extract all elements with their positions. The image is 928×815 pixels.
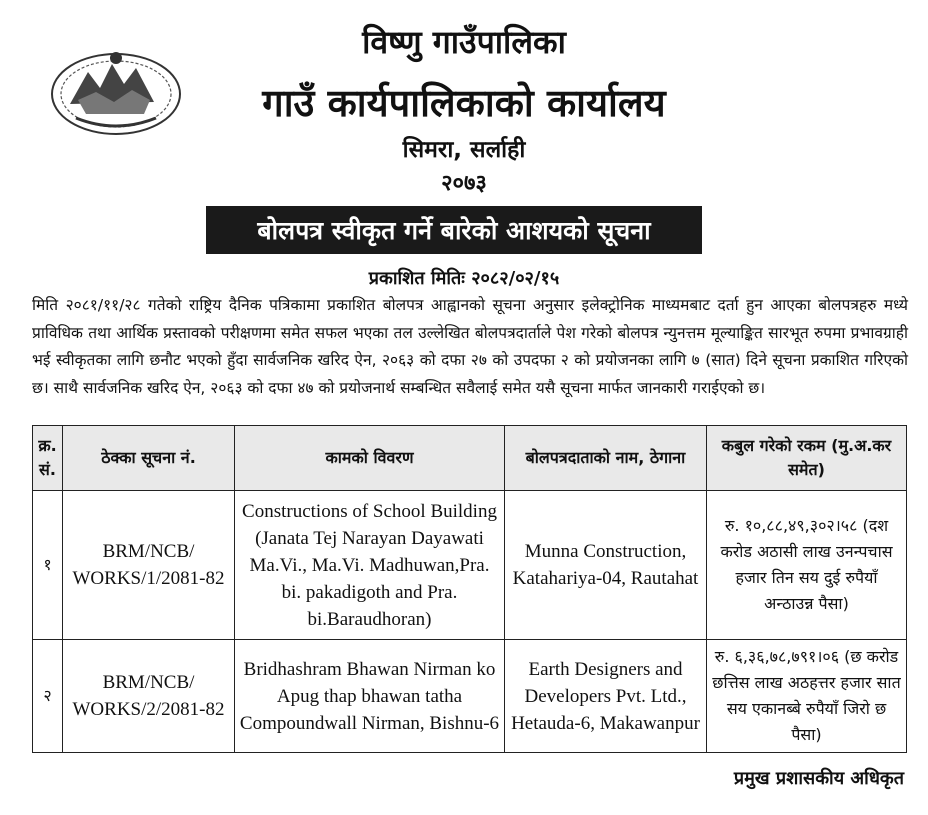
header-work-description: कामको विवरण: [235, 426, 505, 491]
notice-body-text: मिति २०८१/११/२८ गतेको राष्ट्रिय दैनिक पत्रिकामा प्रकाशित बोलपत्र आह्वानको सूचना अनुसार इलेक्ट्रोनिक माध्यमबाट दर्ता हुन आएका बोलपत्रहरु मध्ये प्राविधिक तथा आर्थिक प्रस्तावको परीक्षणमा समेत सफल भएका तल उल्लेखित बोलपत्रदार्ताले पेश गरेको बोलपत्र न्युनत्तम मूल्याङ्कित सारभूत रुपमा प्रभावग्राही भई स्वीकृतका लागि छनौट भएको हुँदा सार्वजनिक खरिद ऐन, २०६३ को दफा २७ को उपदफा २ को प्रयोजनका लागि ७ (सात) दिने सूचना प्रकाशित गरिएको छ। साथै सार्वजनिक खरिद ऐन, २०६३ को दफा ४७ को प्रयोजनार्थ सम्बन्धित सवैलाई समेत यसै सूचना मार्फत जानकारी गराईएको छ।: [32, 296, 908, 397]
header-contract-number: ठेक्का सूचना नं.: [63, 426, 235, 491]
table-header-row: [33, 426, 907, 491]
row-amount: रु. ६,३६,७८,७९१।०६ (छ करोड छत्तिस लाख अठहत्तर हजार सात सय एकानब्बे रुपैयाँ जिरो छ पैसा): [707, 640, 907, 753]
signatory-title: प्रमुख प्रशासकीय अधिकृत: [733, 768, 904, 789]
row-amount: रु. १०,८८,४९,३०२।५८ (दश करोड अठासी लाख उनन्पचास हजार तिन सय दुई रुपैयाँ अन्ठाउन्न पैसा): [707, 491, 907, 640]
header-serial-number: क्र. सं.: [33, 426, 63, 491]
header-accepted-amount: कबुल गरेको रकम (मु.अ.कर समेत): [707, 426, 907, 491]
row-contract-number: BRM/NCB/ WORKS/1/2081-82: [63, 491, 235, 640]
row-serial-number: १: [33, 491, 63, 640]
header-bidder-name-address: बोलपत्रदाताको नाम, ठेगाना: [505, 426, 707, 491]
row-work-description: Constructions of School Building (Janata Tej Narayan Dayawati Ma.Vi., Ma.Vi. Madhuwan,Pra. bi. pakadigoth and Pra. bi.Baraudhoran): [235, 491, 505, 640]
table-row: [33, 491, 907, 640]
row-bidder: Earth Designers and Developers Pvt. Ltd., Hetauda-6, Makawanpur: [505, 640, 707, 753]
office-year: २०७३: [441, 171, 487, 196]
bid-acceptance-table: [32, 425, 907, 753]
row-bidder: Munna Construction, Katahariya-04, Rautahat: [505, 491, 707, 640]
municipality-name: विष्णु गाउँपालिका: [362, 23, 566, 61]
table-row: [33, 640, 907, 753]
office-address: सिमरा, सर्लाही: [402, 137, 526, 163]
published-date: प्रकाशित मितिः २०८२/०२/१५: [368, 268, 560, 289]
row-contract-number: BRM/NCB/ WORKS/2/2081-82: [63, 640, 235, 753]
row-work-description: Bridhashram Bhawan Nirman ko Apug thap bhawan tatha Compoundwall Nirman, Bishnu-6: [235, 640, 505, 753]
office-name: गाउँ कार्यपालिकाको कार्यालय: [262, 81, 666, 125]
notice-title-banner: बोलपत्र स्वीकृत गर्ने बारेको आशयको सूचना: [206, 206, 702, 254]
row-serial-number: २: [33, 640, 63, 753]
